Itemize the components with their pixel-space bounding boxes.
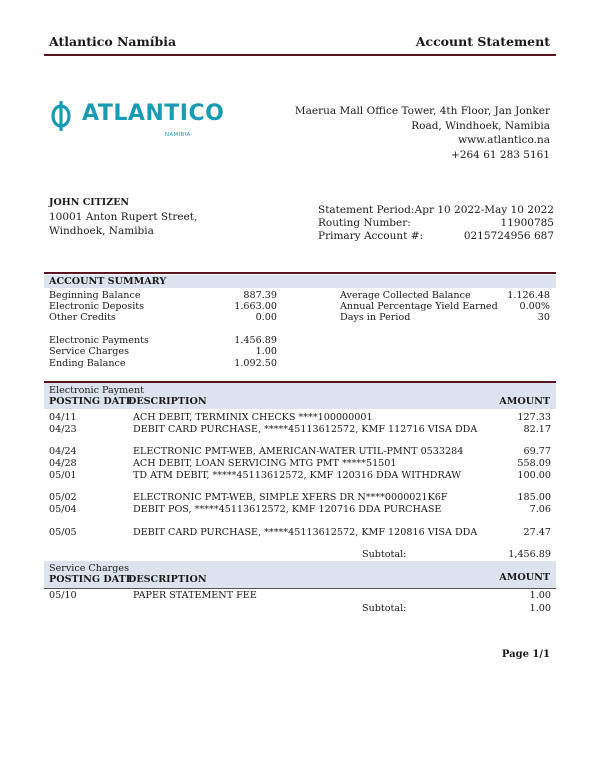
customer-city: Windhoek, Namibia [49,225,154,237]
txn-date: 04/11 [49,412,77,423]
summary-label: Ending Balance [49,358,126,369]
txn-amount: 82.17 [523,424,551,435]
summary-value: 1.663.00 [234,301,277,312]
txn-amount: 7.06 [529,504,551,515]
summary-value: 0.00 [255,312,277,323]
txn-desc: ELECTRONIC PMT-WEB, AMERICAN-WATER UTIL-PMNT 0533284 [133,446,464,457]
summary-value: 887.39 [243,290,277,301]
col-amount: AMOUNT [499,572,550,583]
electronic-subtotal-label: Subtotal: [362,549,407,560]
customer-name: JOHN CITIZEN [49,197,130,208]
logo-subtitle: NAMÍBIA [165,132,191,138]
txn-desc: DEBIT CARD PURCHASE, *****45113612572, KMF 112716 VISA DDA [133,424,478,435]
electronic-subtotal-value: 1,456.89 [508,549,551,560]
summary-value: 1.092.50 [234,358,277,369]
txn-desc: DEBIT CARD PURCHASE, *****45113612572, KMF 120816 VISA DDA [133,527,478,538]
txn-desc: ACH DEBIT, LOAN SERVICING MTG PMT *****51501 [133,458,397,469]
txn-date: 05/01 [49,470,77,481]
bank-logo [50,99,225,138]
meta-values [415,204,554,243]
txn-desc: TD ATM DEBIT, *****45113612572, KMF 120316 DDA WITHDRAW [133,470,462,481]
txn-desc: ACH DEBIT, TERMINIX CHECKS ****100000001 [133,412,373,423]
summary-title: ACCOUNT SUMMARY [49,276,167,287]
summary-label: Average Collected Balance [340,290,471,301]
period-value: Apr 10 2022-May 10 2022 [414,204,554,216]
service-subtotal-value: 1.00 [529,603,551,614]
txn-amount: 1.00 [529,590,551,601]
bank-website: www.atlantico.na [458,134,550,146]
customer-street: 10001 Anton Rupert Street, [49,211,198,223]
summary-label: Beginning Balance [49,290,141,301]
bank-phone: +264 61 283 5161 [451,148,550,161]
txn-desc: ELECTRONIC PMT-WEB, SIMPLE XFERS DR N****0000021K6F [133,492,448,503]
txn-amount: 127.33 [517,412,551,423]
col-description: DESCRIPTION [128,396,207,407]
summary-value: 1.00 [255,346,277,357]
txn-date: 04/23 [49,424,77,435]
page-number: Page 1/1 [501,649,550,660]
customer-block [49,196,197,238]
summary-label: Electronic Payments [49,335,149,346]
meta-labels [318,204,423,243]
service-header-rule [44,588,556,589]
bank-address [295,104,550,162]
header-doc-title: Account Statement [415,34,550,49]
summary-label: Days in Period [340,312,411,323]
service-subtotal-label: Subtotal: [362,603,407,614]
period-label: Statement Period: [318,204,415,216]
txn-amount: 69.77 [523,446,551,457]
address-line-2: Road, Windhoek, Namibia [411,119,550,132]
txn-date: 05/05 [49,527,77,538]
header-rule [44,54,556,56]
summary-top-rule [44,272,556,274]
summary-label: Annual Percentage Yield Earned [340,301,498,312]
txn-date: 04/24 [49,446,77,457]
txn-amount: 27.47 [523,527,551,538]
col-amount: AMOUNT [499,396,550,407]
summary-value: 1.456.89 [234,335,277,346]
summary-label: Electronic Deposits [49,301,145,312]
col-posting-date: POSTING DATE [49,396,134,407]
txn-date: 05/04 [49,504,77,515]
txn-date: 05/10 [49,590,77,601]
routing-value: 11900785 [500,217,554,229]
service-section-label: Service Charges [49,563,129,574]
account-label: Primary Account #: [318,230,424,242]
logo-wordmark: ATLANTICO [82,101,225,126]
summary-value: 30 [537,312,550,323]
txn-date: 04/28 [49,458,77,469]
txn-amount: 100.00 [517,470,551,481]
routing-label: Routing Number: [318,217,411,229]
summary-value: 0.00% [519,301,550,312]
summary-value: 1.126.48 [507,290,550,301]
col-posting-date: POSTING DATE [49,574,134,585]
col-description: DESCRIPTION [128,574,207,585]
txn-desc: DEBIT POS, *****45113612572, KMF 120716 DDA PURCHASE [133,504,442,515]
account-value: 0215724956 687 [463,230,554,242]
logo-mark-icon [50,99,76,133]
txn-amount: 185.00 [517,492,551,503]
txn-date: 05/02 [49,492,77,503]
txn-desc: PAPER STATEMENT FEE [133,590,257,601]
txn-amount: 558.09 [517,458,551,469]
electronic-section-label: Electronic Payment [49,385,144,396]
summary-label: Other Credits [49,312,116,323]
address-line-1: Maerua Mall Office Tower, 4th Floor, Jan Jonker [294,105,550,117]
header-bank-name: Atlantico Namíbia [49,34,177,49]
summary-label: Service Charges [49,346,129,357]
